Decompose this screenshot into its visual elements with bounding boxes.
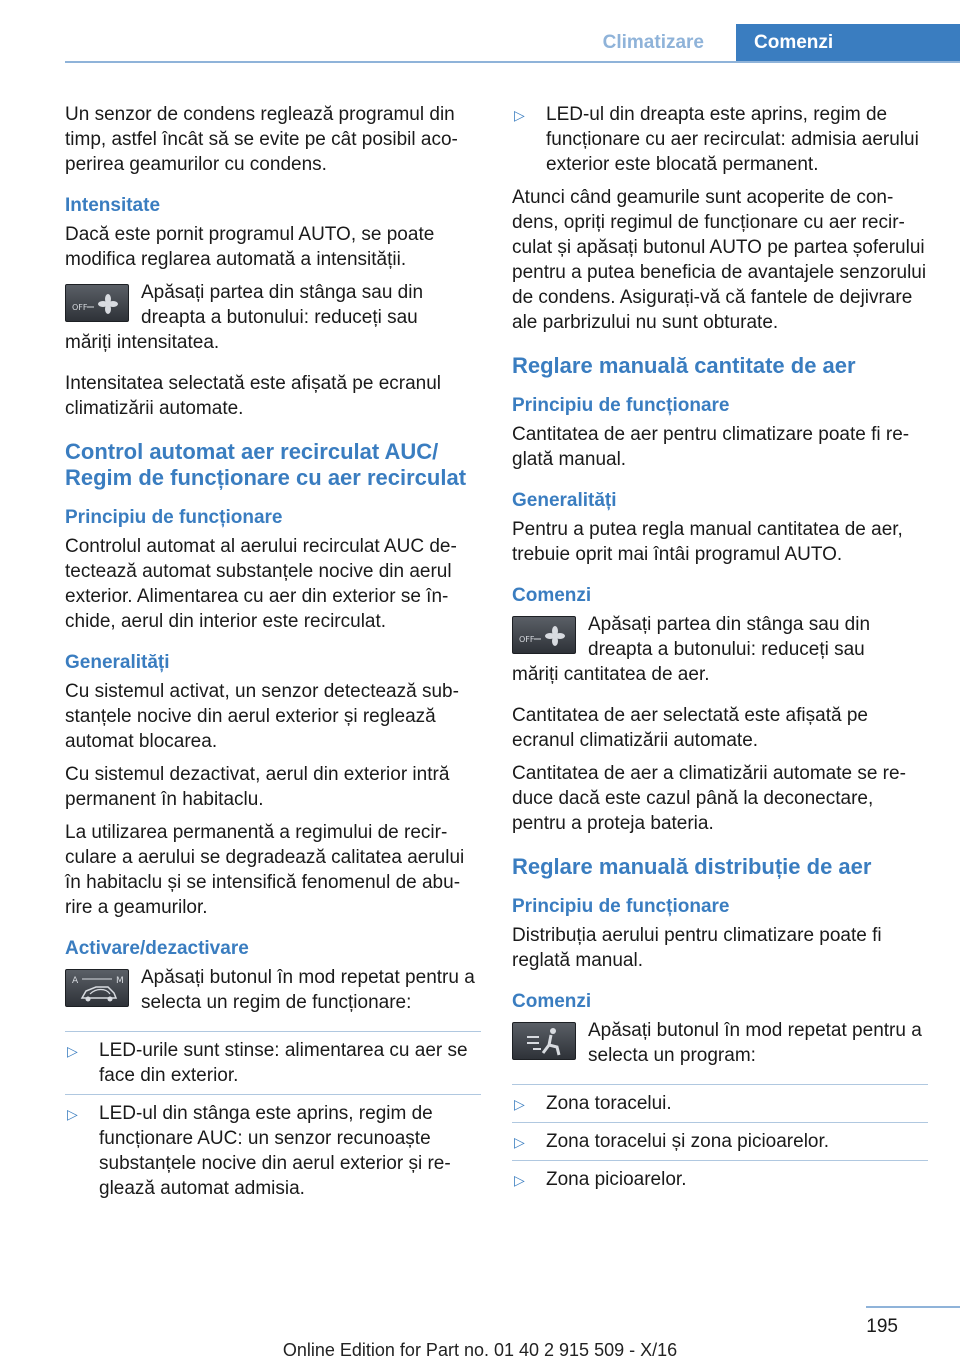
triangle-bullet-icon: ▷: [514, 1172, 525, 1188]
mode-list: [65, 1031, 481, 1201]
paragraph: La utilizarea permanentă a regimului de recirculare a aerului se degradează calitatea aerului în habitaclu și se intensifică fenomenul de aburire a geamurilor.: [65, 822, 465, 918]
triangle-bullet-icon: ▷: [67, 1106, 78, 1122]
triangle-bullet-icon: ▷: [514, 1134, 525, 1150]
list-item: ▷ Zona picioarelor.: [512, 1160, 928, 1192]
program-list: [512, 1084, 928, 1192]
recirculation-button-instruction: [65, 965, 481, 1015]
paragraph: Atunci când geamurile sunt acoperite de condens, opriți regimul de funcționare cu aer recirculat și apăsați butonul AUTO pe partea șoferului pentru a putea beneficia de avantajele senzorului de condens. Asigurați-vă că fantele de dejivrare ale parbrizului nu sunt obturate.: [512, 187, 927, 333]
paragraph: Controlul automat al aerului recirculat AUC detectează automat substanțele nocive din aerul exterior. Alimentarea cu aer din exterior se închide, aerul din interior este recirculat.: [65, 536, 457, 632]
recirculation-button-icon: [65, 969, 129, 1007]
heading-activare: Activare/dezactivare: [65, 938, 249, 959]
list-item: ▷ LED-urile sunt stinse: alimentarea cu aer se face din exterior.: [65, 1031, 481, 1088]
paragraph: Cantitatea de aer selectată este afișată pe ecranul climatizării automate.: [512, 705, 868, 751]
page-header: [0, 0, 960, 62]
paragraph: Pentru a putea regla manual cantitatea de aer, trebuie oprit mai întâi programul AUTO.: [512, 519, 903, 565]
heading-principiu: Principiu de funcționare: [65, 507, 283, 528]
heading-comenzi: Comenzi: [512, 585, 592, 606]
triangle-bullet-icon: ▷: [67, 1043, 78, 1059]
heading-comenzi: Comenzi: [512, 991, 592, 1012]
list-item: ▷ LED-ul din stânga este aprins, regim de funcționare AUC: un senzor recunoaște substanțele nocive din aerul exterior și reglează automat admisia.: [65, 1094, 481, 1201]
paragraph: Cantitatea de aer pentru climatizare poate fi reglată manual.: [512, 424, 910, 470]
fan-speed-button-icon: [65, 284, 129, 322]
heading-cantitate: Reglare manuală cantitate de aer: [512, 353, 856, 378]
instruction-text: Apăsați butonul în mod repetat pentru a selecta un program:: [588, 1020, 922, 1066]
heading-distributie: Reglare manuală distribuție de aer: [512, 854, 872, 879]
paragraph: Cu sistemul dezactivat, aerul din exterior intră permanent în habitaclu.: [65, 764, 450, 810]
svg-text:M: M: [116, 976, 124, 986]
instruction-text-cont: măriți cantitatea de aer.: [512, 664, 710, 685]
triangle-bullet-icon: ▷: [514, 107, 525, 123]
paragraph: Dacă este pornit programul AUTO, se poate modifica reglarea automată a intensității.: [65, 224, 435, 270]
heading-auc: Control automat aer recirculat AUC/ Regim de funcționare cu aer recirculat: [65, 439, 467, 490]
heading-principiu: Principiu de funcționare: [512, 896, 730, 917]
instruction-text: Apăsați partea din stânga sau din dreapta a butonului: reduceți sau: [588, 614, 871, 660]
fan-speed-button-icon: [512, 616, 576, 654]
page-number: 195: [866, 1316, 898, 1337]
svg-text:A: A: [72, 976, 79, 986]
paragraph: Un senzor de condens reglează programul din timp, astfel încât să se evite pe cât posibil acoperirea geamurilor cu condens.: [65, 104, 458, 175]
right-column: [512, 102, 928, 1200]
header-chapter-tab: Comenzi: [736, 24, 960, 62]
mode-list-cont: [512, 102, 928, 177]
fan-button-instruction: [65, 280, 481, 355]
heading-principiu: Principiu de funcționare: [512, 395, 730, 416]
air-distribution-button-instruction: [512, 1018, 928, 1068]
heading-intensitate: Intensitate: [65, 195, 161, 216]
list-item: ▷ LED-ul din dreapta este aprins, regim de funcționare cu aer recirculat: admisia aerului exterior este blocată permanent.: [514, 104, 919, 175]
paragraph: Intensitatea selectată este afișată pe ecranul climatizării automate.: [65, 373, 442, 419]
edition-footer: Online Edition for Part no. 01 40 2 915 509 - X/16: [282, 1340, 678, 1360]
header-divider: [65, 61, 960, 63]
paragraph: Cantitatea de aer a climatizării automate se reduce dacă este cazul până la deconectare, pentru a proteja bateria.: [512, 763, 906, 834]
triangle-bullet-icon: ▷: [514, 1096, 525, 1112]
header-section-title: Climatizare: [602, 32, 704, 53]
fan-button-instruction: [512, 612, 928, 687]
list-item: ▷ Zona toracelui.: [512, 1084, 928, 1116]
heading-generalitati: Generalități: [512, 490, 617, 511]
instruction-text-cont: măriți intensitatea.: [65, 332, 220, 353]
heading-generalitati: Generalități: [65, 652, 170, 673]
footer-divider: [866, 1306, 960, 1308]
paragraph: Distribuția aerului pentru climatizare poate fi reglată manual.: [512, 925, 882, 971]
paragraph: Cu sistemul activat, un senzor detectează substanțele nocive din aerul exterior și reglează automat blocarea.: [65, 681, 459, 752]
svg-text:OFF: OFF: [72, 303, 88, 312]
list-item: ▷ Zona toracelui și zona picioarelor.: [512, 1122, 928, 1154]
instruction-text: Apăsați butonul în mod repetat pentru a selecta un regim de funcționare:: [141, 967, 475, 1013]
air-distribution-button-icon: [512, 1022, 576, 1060]
instruction-text: Apăsați partea din stânga sau din dreapta a butonului: reduceți sau: [141, 282, 424, 328]
svg-text:OFF: OFF: [519, 635, 535, 644]
left-column: [65, 102, 481, 1209]
